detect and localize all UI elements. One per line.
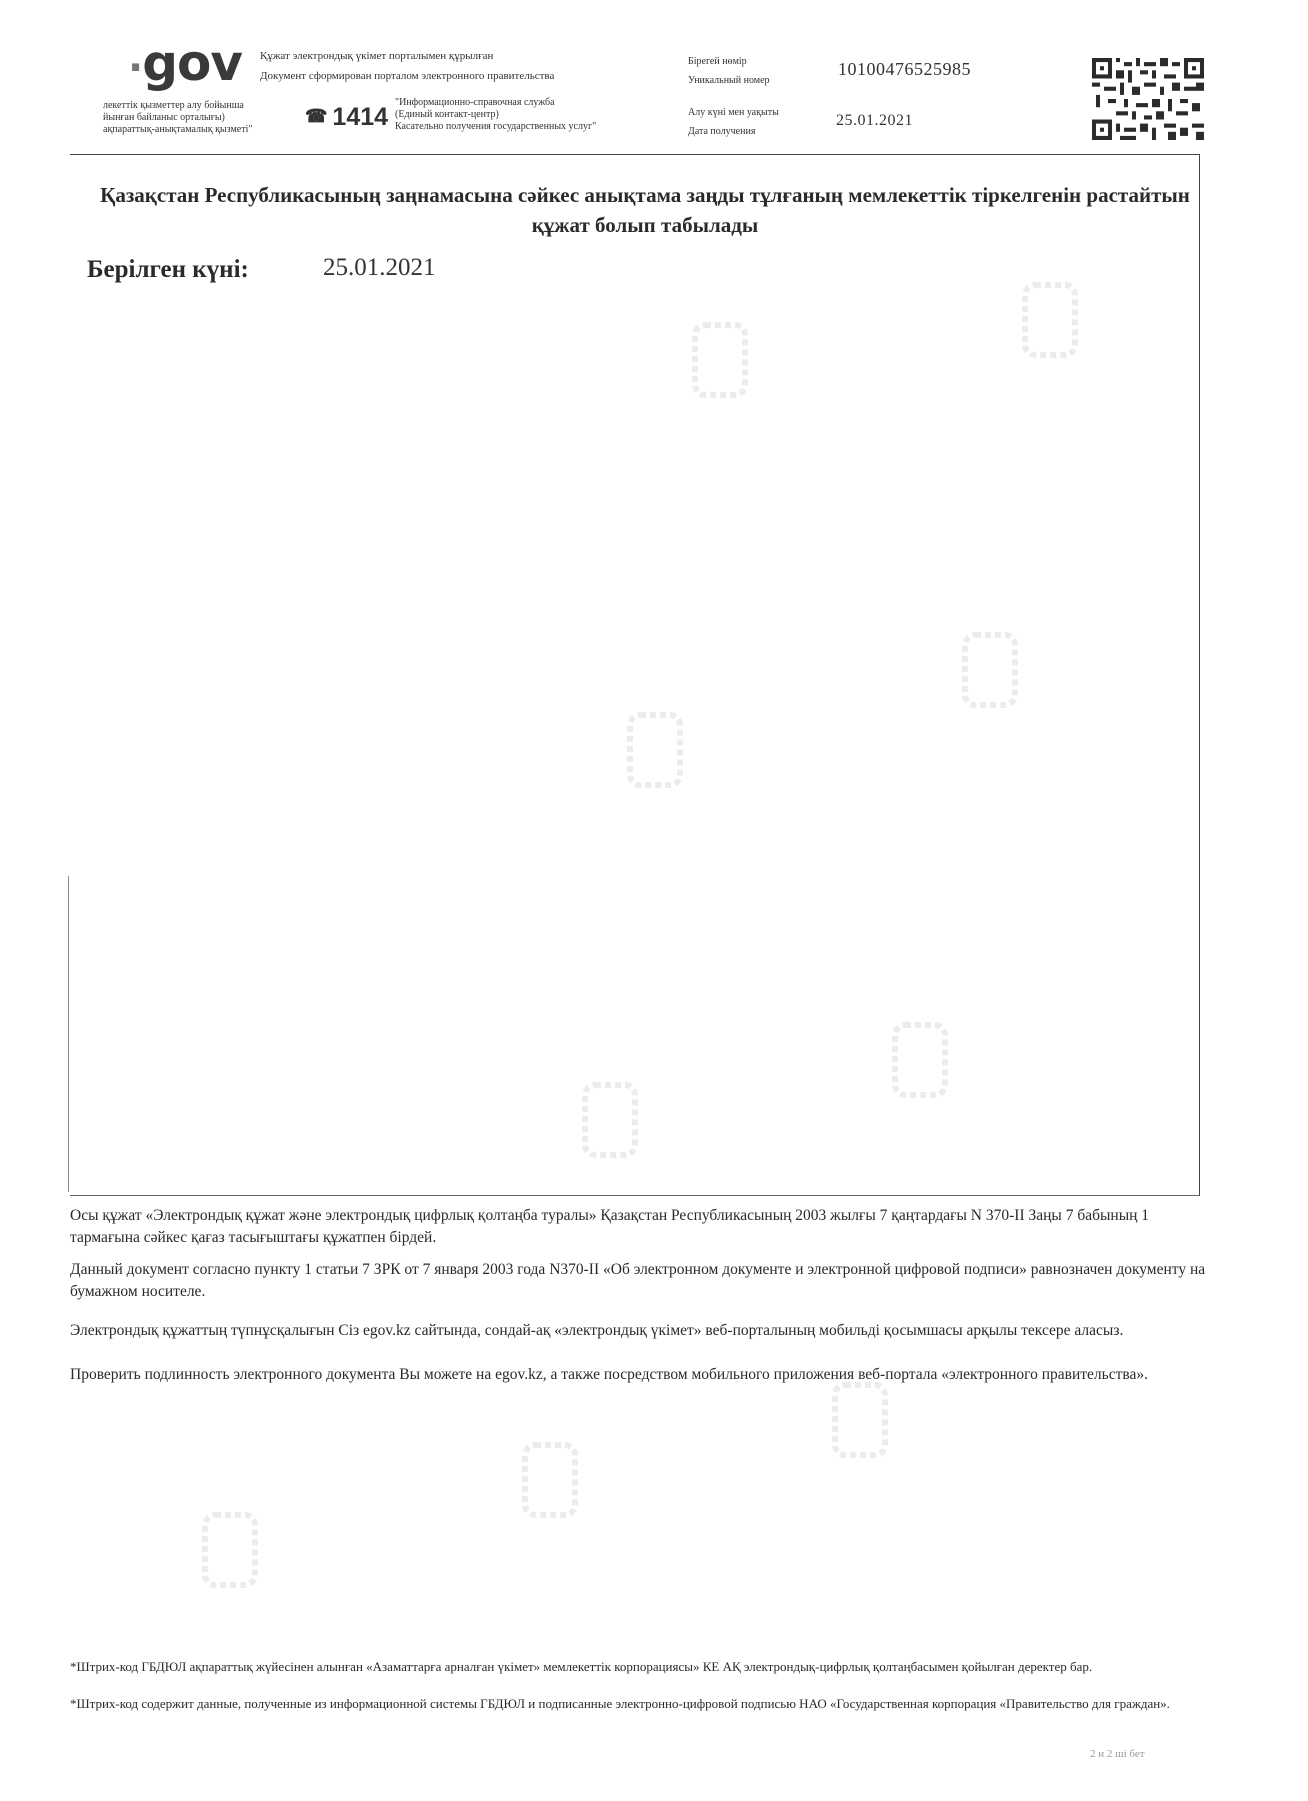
- unique-number-label-ru: Уникальный номер: [688, 75, 770, 86]
- egov-logo: .gov: [128, 34, 242, 92]
- service-kz-line1: лекеттік қызметтер алу бойынша: [103, 100, 244, 111]
- watermark-stamp: [1020, 280, 1080, 360]
- watermark-stamp: [960, 630, 1020, 710]
- unique-number: 10100476525985: [838, 59, 971, 79]
- verify-note-kz: Электрондық құжаттың түпнұсқалығын Сіз egov.kz сайтында, сондай-ақ «электрондық үкімет» веб-порталының мобильді қосымшасы арқылы тексере аласыз.: [70, 1322, 1124, 1339]
- receipt-date-label-kz: Алу күні мен уақыты: [688, 107, 779, 118]
- receipt-date-label-ru: Дата получения: [688, 126, 756, 137]
- document-title: Қазақстан Республикасының заңнамасына сәйкес анықтама заңды тұлғаның мемлекеттік тіркелгенін растайтын құжат болып табылады: [100, 183, 1190, 237]
- barcode-note-ru: *Штрих-код содержит данные, полученные из информационной системы ГБДЮЛ и подписанные электронно-цифровой подписью НАО «Государственная корпорация «Правительство для граждан».: [70, 1696, 1170, 1711]
- barcode-note-kz: *Штрих-код ГБДЮЛ ақпараттық жүйесінен алынған «Азаматтарға арналған үкімет» мемлекеттік корпорациясы» КЕ АҚ электрондық-цифрлық қолтаңбасымен қойылған деректер бар.: [70, 1659, 1093, 1674]
- unique-number-label-kz: Бірегей нөмір: [688, 56, 747, 67]
- contact-phone: ☎ 1414: [305, 103, 389, 131]
- frame-left-edge: [68, 876, 69, 1192]
- issued-date: 25.01.2021: [323, 254, 436, 281]
- portal-note-kz: Құжат электрондық үкімет порталымен құрылған: [260, 50, 494, 62]
- page-number: 2 и 2 ші бет: [1090, 1748, 1145, 1760]
- service-kz-line3: ақпараттық-анықтамалық қызметі": [103, 124, 253, 135]
- equivalence-note-kz: Осы құжат «Электрондық құжат және электрондық цифрлық қолтаңба туралы» Қазақстан Республикасының 2003 жылғы 7 қаңтардағы N 370-II Заңы 7 бабының 1 тармағына сәйкес қағаз тасығыштағы құжатпен бірдей.: [70, 1207, 1150, 1246]
- service-ru-line2: (Единый контакт-центр): [395, 109, 499, 120]
- service-ru-line3: Касательно получения государственных услуг": [395, 121, 597, 132]
- watermark-stamp: [520, 1440, 580, 1520]
- receipt-date: 25.01.2021: [836, 112, 913, 129]
- verify-note-ru: Проверить подлинность электронного документа Вы можете на egov.kz, а также посредством мобильного приложения веб-портала «электронного правительства».: [70, 1366, 1149, 1383]
- service-kz-line2: йынған байланыс орталығы): [103, 112, 225, 123]
- equivalence-note-ru: Данный документ согласно пункту 1 статьи 7 ЗРК от 7 января 2003 года N370-II «Об электронном документе и электронной цифровой подписи» равнозначен документу на бумажном носителе.: [70, 1261, 1206, 1300]
- watermark-stamp: [690, 320, 750, 400]
- watermark-stamp: [200, 1510, 260, 1590]
- service-ru-line1: "Информационно-справочная служба: [395, 97, 555, 108]
- watermark-stamp: [890, 1020, 950, 1100]
- watermark-stamp: [830, 1380, 890, 1460]
- qr-code: [1092, 58, 1204, 140]
- issued-date-label: Берілген күні:: [87, 256, 249, 283]
- phone-icon: ☎: [305, 106, 328, 126]
- watermark-stamp: [580, 1080, 640, 1160]
- watermark-stamp: [625, 710, 685, 790]
- portal-note-ru: Документ сформирован порталом электронного правительства: [260, 70, 555, 82]
